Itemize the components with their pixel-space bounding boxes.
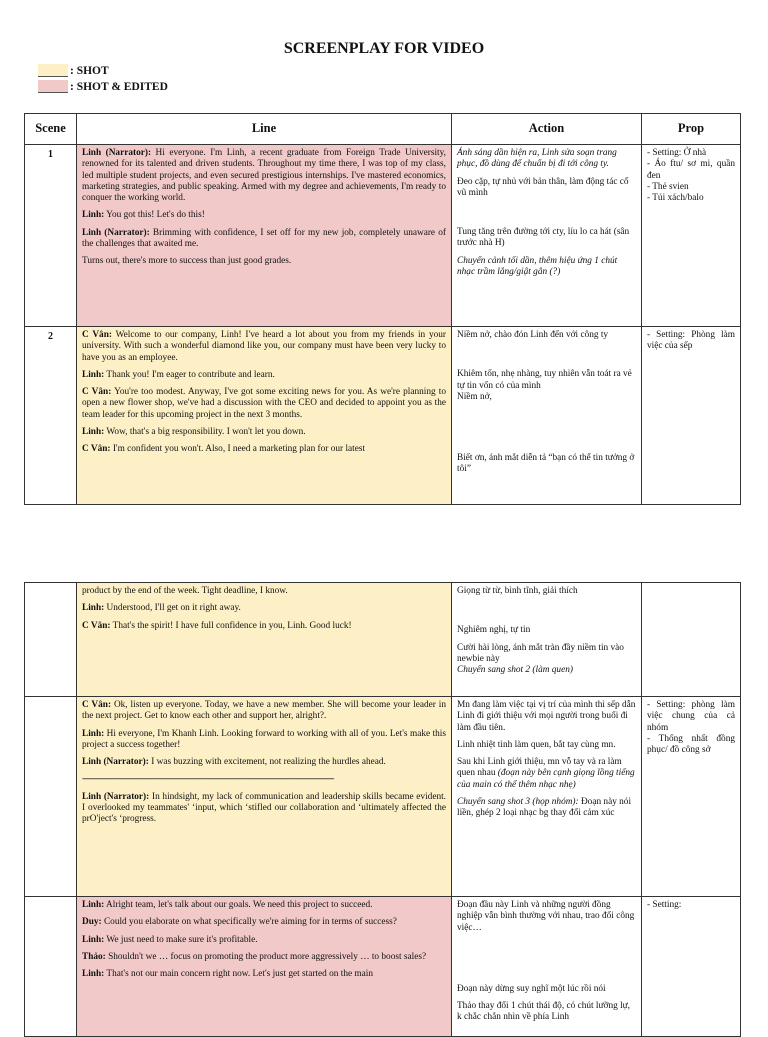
legend-shot bbox=[38, 64, 109, 77]
prop-item: - Thẻ svien bbox=[647, 181, 689, 192]
line-cell bbox=[77, 145, 452, 327]
action-text: Đoạn này dừng suy nghĩ một lúc rồi nói bbox=[457, 983, 606, 994]
prop-cell bbox=[642, 583, 741, 697]
action-text: Niềm nở, chào đón Linh đến với công ty bbox=[457, 330, 609, 340]
dialogue-line: C Vân: Welcome to our company, Linh! I've heard a lot about you from my friends in your university. With such a wonderful diamond like you, our company must have been very lucky to have you as an employee. bbox=[82, 330, 447, 363]
prop-cell bbox=[642, 327, 741, 505]
prop-cell bbox=[642, 145, 741, 327]
action-text-main: Đoạn này nói liền, ghép 2 loại nhạc bg thay đổi cảm xúc bbox=[457, 797, 632, 819]
spacer bbox=[457, 940, 636, 984]
scene-number: 2 bbox=[25, 327, 77, 505]
table-row-scene-2 bbox=[25, 327, 741, 505]
action-text bbox=[457, 797, 636, 820]
header-prop: Prop bbox=[642, 114, 741, 145]
action-cell bbox=[452, 145, 642, 327]
dialogue-line: Linh: You got this! Let's do this! bbox=[82, 210, 205, 221]
spacer bbox=[457, 409, 636, 453]
scene-number bbox=[25, 697, 77, 897]
dialogue-line: Linh: Hi everyone, I'm Khanh Linh. Looking forward to working with all of you. Let's make this project a success together! bbox=[82, 728, 446, 750]
line-cell bbox=[77, 897, 452, 1037]
scene-number bbox=[25, 897, 77, 1037]
dialogue-line: C Vân: Ok, listen up everyone. Today, we have a new member. She will become your leader in the next project. Get to know each other and support her, alright?. bbox=[82, 700, 446, 722]
header-scene: Scene bbox=[25, 114, 77, 145]
dialogue-line: Thảo: Shouldn't we … focus on promoting the product more aggressively … to boost sales? bbox=[82, 951, 427, 962]
legend-swatch-shot-edited bbox=[38, 80, 68, 93]
table-header-row bbox=[25, 114, 741, 145]
legend-shot-edited bbox=[38, 80, 168, 93]
prop-item: - Thống nhất đồng phục/ đồ công sở bbox=[647, 733, 735, 756]
dialogue-line: Linh: Alright team, let's talk about our goals. We need this project to succeed. bbox=[82, 900, 373, 910]
dialogue-line: Linh: Understood, I'll get on it right away. bbox=[82, 603, 241, 614]
action-text: Linh nhiệt tình làm quen, bắt tay cùng mn. bbox=[457, 739, 616, 750]
prop-item: - Áo ftu/ sơ mi, quần đen bbox=[647, 159, 735, 181]
dialogue-line: Linh: Thank you! I'm eager to contribute and learn. bbox=[82, 369, 275, 380]
table-row-scene-3 bbox=[25, 697, 741, 897]
dialogue-line: Linh: We just need to make sure it's profitable. bbox=[82, 934, 258, 945]
dialogue-line: C Vân: That's the spirit! I have full confidence in you, Linh. Good luck! bbox=[82, 620, 352, 631]
scene-number: 1 bbox=[25, 145, 77, 327]
action-text: Đoạn đầu này Linh và những người đồng nghiệp vẫn bình thường với nhau, trao đổi công việc… bbox=[457, 900, 635, 933]
dialogue-line: Turns out, there's more to success than just good grades. bbox=[82, 256, 292, 267]
action-text-transition: Chuyển sang shot 3 (họp nhóm): bbox=[457, 797, 579, 808]
dialogue-line: C Vân: I'm confident you won't. Also, I need a marketing plan for our latest bbox=[82, 444, 366, 455]
action-text: Tung tăng trên đường tới cty, líu lo ca hát (sân trước nhà H) bbox=[457, 227, 630, 249]
dialogue-line: C Vân: You're too modest. Anyway, I've got some exciting news for you. As we're planning to open a new flower shop, we've had a discussion with the CEO and decided to appoint you as the team leader for this upcoming project in the next 3 months. bbox=[82, 387, 446, 420]
action-text: Biết ơn, ánh mắt diễn tả “bạn có thể tin tưởng ở tôi” bbox=[457, 453, 635, 475]
action-text: Đeo cặp, tự nhủ với bản thân, làm động tác cổ vũ mình bbox=[457, 176, 629, 198]
header-line: Line bbox=[77, 114, 452, 145]
screenplay-table-page-1 bbox=[24, 113, 741, 505]
dialogue-line: product by the end of the week. Tight deadline, I know. bbox=[82, 586, 288, 596]
action-text-main: Sau khi Linh giới thiệu, mn vỗ tay và ra làm quen nhau bbox=[457, 757, 622, 779]
action-cell bbox=[452, 897, 642, 1037]
action-text-note: (đoạn này bên cạnh giọng lồng tiếng của main có thể thêm nhạc nhẹ) bbox=[457, 768, 635, 790]
action-cell bbox=[452, 697, 642, 897]
dialogue-line: Linh (Narrator): Hi everyone. I'm Linh, a recent graduate from Foreign Trade University, renowned for its talented and driven students. Throughout my time there, I was top of my class, led multiple student projects, and even secured prestigious internships. I've mastered economics, marketing strategies, and public speaking. Armed with my degree and achievements, I'm ready to conquer the working world. bbox=[82, 148, 447, 204]
prop-item: - Setting: bbox=[647, 900, 682, 910]
dialogue-line: Linh (Narrator): In hindsight, my lack of communication and leadership skills became evident. I overlooked my teammates' ‘input, which ‘stifled our collaboration and ‘ultimately affected the prO'ject's ‘progress. bbox=[82, 791, 446, 825]
action-text: Nghiêm nghị, tự tin bbox=[457, 625, 531, 636]
action-cell bbox=[452, 583, 642, 697]
action-text: Niềm nở, bbox=[457, 391, 492, 402]
table-row-scene-2-continued bbox=[25, 583, 741, 697]
dialogue-line: Linh: Wow, that's a big responsibility. I won't let you down. bbox=[82, 427, 306, 438]
screenplay-table-page-2 bbox=[24, 582, 741, 1037]
action-text: Chuyển cảnh tối dần, thêm hiệu ứng 1 chút nhạc trầm lắng/giật gân (?) bbox=[457, 255, 618, 278]
scene-number bbox=[25, 583, 77, 697]
action-text: Chuyển sang shot 2 (làm quen) bbox=[457, 665, 573, 676]
document-title: SCREENPLAY FOR VIDEO bbox=[283, 40, 485, 57]
line-cell bbox=[77, 697, 452, 897]
prop-cell bbox=[642, 897, 741, 1037]
dialogue-line: Duy: Could you elaborate on what specifically we're aiming for in terms of success? bbox=[82, 917, 397, 928]
spacer bbox=[457, 205, 636, 227]
action-text: Ánh sáng dần hiện ra, Linh sửa soạn trang phục, đồ dùng để chuẩn bị đi tới công ty. bbox=[457, 148, 617, 170]
action-text: Khiêm tốn, nhẹ nhàng, tuy nhiên vẫn toát ra vẻ tự tin vốn có của mình bbox=[457, 369, 632, 391]
action-text: Giọng từ từ, bình tĩnh, giải thích bbox=[457, 586, 578, 596]
dialogue-line: Linh (Narrator): I was buzzing with excitement, not realizing the hurdles ahead. bbox=[82, 757, 386, 768]
action-text: Cười hài lòng, ánh mắt tràn đầy niềm tin vào newbie này bbox=[457, 642, 624, 664]
action-cell bbox=[452, 327, 642, 505]
spacer bbox=[457, 347, 636, 369]
prop-item: - Setting: Phòng làm việc của sếp bbox=[647, 330, 735, 352]
spacer bbox=[457, 603, 636, 625]
prop-cell bbox=[642, 697, 741, 897]
table-row-scene-4 bbox=[25, 897, 741, 1037]
prop-item: - Setting: phòng làm việc chung của cả nhóm bbox=[647, 700, 735, 733]
dialogue-line: Linh (Narrator): Brimming with confidence, I set off for my new job, completely unaware of the challenges that awaited me. bbox=[82, 227, 446, 250]
prop-item: - Túi xách/balo bbox=[647, 193, 704, 204]
action-text: Mn đang làm việc tại vị trí của mình thì sếp dẫn Linh đi giới thiệu với mọi người trong buổi đi làm đầu tiên. bbox=[457, 700, 636, 733]
line-cell bbox=[77, 583, 452, 697]
divider-line: ------------------------------------------------------------------------------------------------------------------------ bbox=[82, 774, 334, 785]
line-cell bbox=[77, 327, 452, 505]
legend-swatch-shot bbox=[38, 64, 68, 77]
action-text bbox=[457, 757, 636, 791]
legend-label-shot: : SHOT bbox=[70, 64, 109, 77]
table-row-scene-1 bbox=[25, 145, 741, 327]
header-action: Action bbox=[452, 114, 642, 145]
prop-item: - Setting: Ở nhà bbox=[647, 148, 707, 158]
action-text: Thảo thay đổi 1 chút thái độ, có chút lưỡng lự, k chắc chắn nhìn về phía Linh bbox=[457, 1001, 631, 1023]
legend-label-shot-edited: : SHOT & EDITED bbox=[70, 80, 168, 93]
dialogue-line: Linh: That's not our main concern right now. Let's just get started on the main bbox=[82, 969, 374, 980]
